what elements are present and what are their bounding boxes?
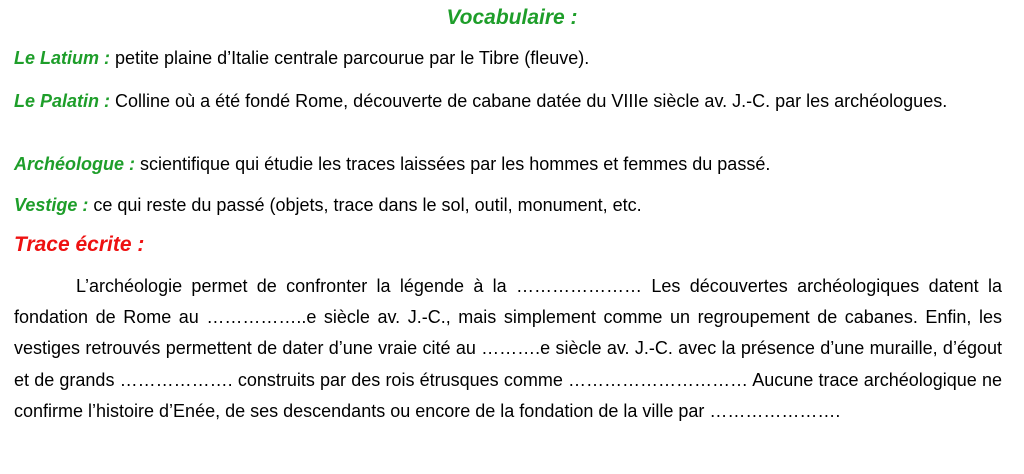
vocab-entry-palatin: [14, 90, 1004, 112]
vocab-entry-latium: [14, 47, 1004, 69]
vocab-term: Le Latium :: [14, 48, 111, 68]
vocab-definition: Colline où a été fondé Rome, découverte de cabane datée du VIIIe siècle av. J.-C. par les archéologues.: [110, 91, 948, 111]
vocabulary-title: Vocabulaire :: [446, 6, 578, 29]
vocab-definition: ce qui reste du passé (objets, trace dans le sol, outil, monument, etc.: [88, 195, 642, 215]
trace-ecrite-title: Trace écrite :: [14, 233, 145, 256]
trace-ecrite-paragraph: L’archéologie permet de confronter la légende à la ………………… Les découvertes archéologiques datent la fondation de Rome au ……………..e siècle av. J.-C., mais simplement comme un regroupement de cabanes. Enfin, les vestiges retrouvés permettent de dater d’une vraie cité au ……….e siècle av. J.-C. avec la présence d’une muraille, d’égout et de grands ………………. construits par des rois étrusques comme ………………………… Aucune trace archéologique ne confirme l’histoire d’Enée, de ses descendants ou encore de la fondation de la ville par ………………….: [14, 276, 1002, 421]
vocab-term: Le Palatin :: [14, 91, 111, 111]
vocab-definition: scientifique qui étudie les traces laissées par les hommes et femmes du passé.: [135, 154, 771, 174]
vocab-term: Archéologue :: [14, 154, 136, 174]
vocab-definition: petite plaine d’Italie centrale parcourue par le Tibre (fleuve).: [110, 48, 590, 68]
vocab-entry-archeologue: [14, 153, 1004, 175]
vocab-entry-vestige: [14, 194, 1004, 216]
vocab-term: Vestige :: [14, 195, 89, 215]
